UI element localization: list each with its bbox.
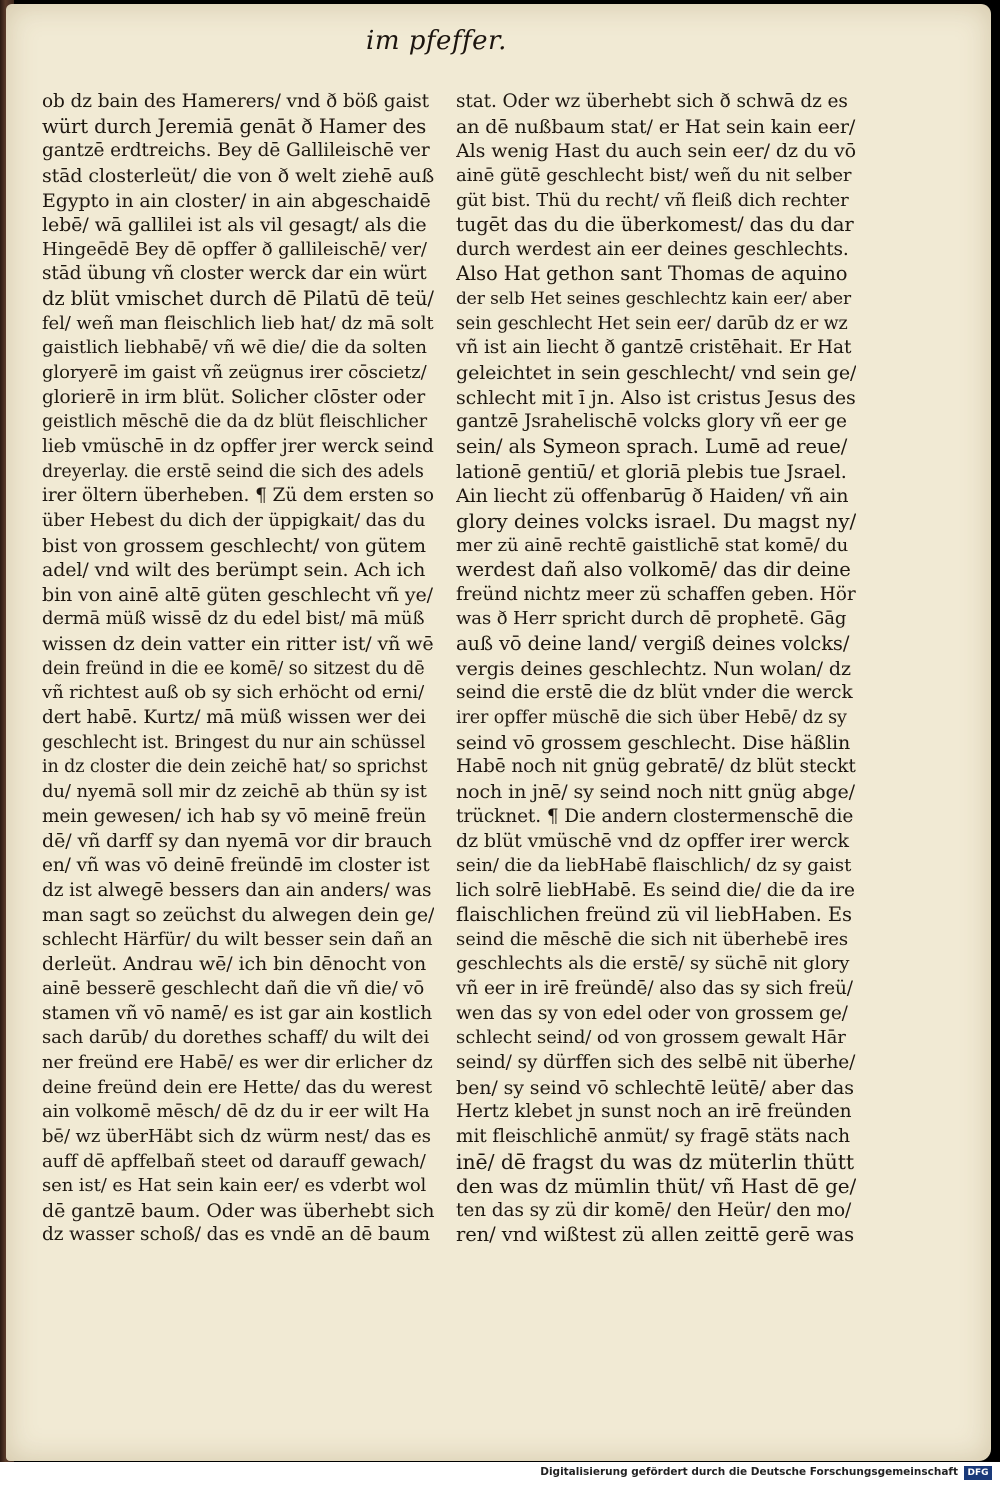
text-line: Hingeēdē Bey dē opffer ð gallileischē/ ver/ [42,238,427,260]
text-line: dreyerlay. die erstē seind die sich des adels [42,461,424,482]
text-line: dz ist alwegē bessers dan ain anders/ was [42,879,432,901]
text-line: mein gewesen/ ich hab sy vō meinē freün [42,805,427,827]
text-line: werdest dañ also volkomē/ das dir deine [456,558,851,582]
text-line: vergis deines geschlechtz. Nun wolan/ dz [456,657,851,680]
text-line: sen ist/ es Hat sein kain eer/ es vderbt wol [42,1175,427,1197]
running-head: im pfeffer. [366,26,507,56]
text-line: derleüt. Andrau wē/ ich bin dēnocht von [42,953,427,976]
text-line: ner freünd ere Habē/ es wer dir erlicher dz [42,1051,433,1073]
text-line: in dz closter die dein zeichē hat/ so sprichst [42,757,428,778]
text-line: irer opffer müschē die sich über Hebē/ dz sy [456,708,847,729]
text-line: schlecht Härfür/ du wilt besser sein dañ an [42,928,433,950]
text-line: mit fleischlichē anmüt/ sy fragē stäts nach [456,1125,850,1147]
text-line: trücknet. ¶ Die andern clostermenschē die [456,805,854,827]
text-line: lich solrē liebHabē. Es seind die/ die da ire [456,879,855,901]
text-line: geschlecht ist. Bringest du nur ain schüssel [42,732,426,753]
text-line: an dē nußbaum stat/ er Hat sein kain eer/ [456,115,856,138]
text-line: adel/ vnd wilt des berümpt sein. Ach ich [42,559,426,582]
text-line: sein/ als Symeon sprach. Lumē ad reue/ [456,434,848,458]
text-line: sach darūb/ du dorethes schaff/ du wilt dei [42,1027,430,1049]
text-line: über Hebest du dich der üppigkait/ das du [42,509,426,531]
text-line: glory deines volcks israel. Du magst ny/ [456,508,856,533]
text-line: auff dē apffelbañ steet od darauff gewach/ [42,1150,426,1172]
text-line: noch in jnē/ sy seind noch nitt gnüg abge/ [456,780,855,803]
text-line: dē/ vñ darff sy dan nyemā vor dir brauch [42,830,432,853]
text-line: geschlechts als die erstē/ sy süchē nit glory [456,953,850,975]
text-line: wissen dz dein vatter ein ritter ist/ vñ wē [42,633,434,656]
text-line: tugēt das du die überkomest/ das du dar [456,213,854,237]
text-line: was ð Herr spricht durch dē prophetē. Gāg [456,608,847,630]
text-line: mer zü ainē rechtē gaistlichē stat komē/ du [456,534,849,556]
footer-credit: Digitalisierung gefördert durch die Deutsche Forschungsgemeinschaft [540,1466,958,1478]
text-line: lieb vmüschē in dz opffer jrer werck seind [42,435,434,457]
text-line: sein/ die da liebHabē flaischlich/ dz sy gaist [456,854,852,876]
text-line: ren/ vnd wißtest zü allen zeittē gerē was [456,1223,855,1247]
text-line: schlecht mit ī jn. Also ist cristus Jesus des [456,386,856,409]
text-line: gantzē erdtreichs. Bey dē Gallileischē ver [42,140,430,162]
text-line: freünd nichtz meer zü schaffen geben. Hör [456,583,856,605]
footer-bar [0,1462,1000,1486]
text-line: gloryerē im gaist vñ zeügnus irer cōscietz/ [42,362,427,384]
text-line: ainē besserē geschlecht dañ die vñ die/ vō [42,978,425,1000]
text-line: gantzē Jsrahelischē volcks glory vñ eer ge [456,411,847,433]
text-line: glorierē in irm blüt. Solicher clōster oder [42,386,426,408]
text-line: ainē gütē geschlecht bist/ weñ du nit selber [456,164,852,186]
text-line: stat. Oder wz überhebt sich ð schwā dz es [456,91,848,112]
text-line: der selb Het seines geschlechtz kain eer/ aber [456,289,851,310]
page-leaf [6,4,991,1461]
text-line: inē/ dē fragst du was dz müterlin thütt [456,1149,855,1174]
text-line: ten das sy zü dir komē/ den Heür/ den mo/ [456,1199,852,1221]
text-line: geleichtet in sein geschlecht/ vnd sein ge/ [456,362,856,385]
text-line: stād übung vñ closter werck dar ein würt [42,263,427,285]
text-line: dein freünd in die ee komē/ so sitzest du dē [42,658,425,679]
text-line: seind vō grossem geschlecht. Dise häßlin [456,731,851,754]
text-line: den was dz mümlin thüt/ vñ Hast dē ge/ [456,1174,856,1199]
text-line: fel/ weñ man fleischlich lieb hat/ dz mā solt [42,312,434,334]
dfg-logo: DFG [964,1466,992,1480]
left-text-column [42,90,434,1248]
text-line: bin von ainē altē güten geschlecht vñ ye/ [42,583,433,606]
text-line: ain volkomē mēsch/ dē dz du ir eer wilt Ha [42,1101,430,1123]
text-line: stamen vñ vō namē/ es ist gar ain kostlich [42,1002,433,1024]
text-line: flaischlichen freünd zü vil liebHaben. Es [456,903,852,927]
text-line: dē gantzē baum. Oder was überhebt sich [42,1199,434,1222]
text-line: man sagt so zeüchst du alwegen dein ge/ [42,904,434,927]
text-line: vñ richtest auß ob sy sich erhöcht od erni/ [42,682,425,704]
text-line: dert habē. Kurtz/ mā müß wissen wer dei [42,707,426,729]
text-line: durch werdest ain eer deines geschlechts. [456,238,849,260]
text-line: dermā müß wissē dz du edel bist/ mā müß [42,608,425,630]
text-line: Egypto in ain closter/ in ain abgeschaidē [42,189,431,212]
text-line: deine freünd dein ere Hette/ das du werest [42,1076,433,1098]
text-line: Ain liecht zü offenbarūg ð Haiden/ vñ ain [456,485,849,508]
text-line: schlecht seind/ od von grossem gewalt Hār [456,1027,846,1049]
text-line: Habē noch nit gnüg gebratē/ dz blüt steckt [456,756,856,778]
text-line: ben/ sy seind vō schlechtē leütē/ aber das [456,1076,854,1099]
text-line: seind die mēschē die sich nit überhebē ires [456,928,848,950]
text-line: bē/ wz überHäbt sich dz würm nest/ das es [42,1125,431,1147]
text-line: würt durch Jeremiā genāt ð Hamer des [42,114,427,138]
text-line: Also Hat gethon sant Thomas de aquino [456,262,848,286]
text-line: dz blüt vmischet durch dē Pilatū dē teü/ [42,287,434,311]
text-line: dz wasser schoß/ das es vndē an dē baum [42,1224,430,1246]
text-line: bist von grossem geschlecht/ von gütem [42,534,426,557]
text-line: sein geschlecht Het sein eer/ darūb dz er wz [456,313,848,334]
right-text-column [456,90,856,1248]
text-line: du/ nyemā soll mir dz zeichē ab thün sy ist [42,780,427,802]
text-line: seind die erstē die dz blüt vnder die werck [456,682,853,704]
text-line: Als wenig Hast du auch sein eer/ dz du vō [456,140,856,163]
text-line: Hertz klebet jn sunst noch an irē freünden [456,1101,852,1123]
text-line: en/ vñ was vō deinē freündē im closter ist [42,854,430,876]
text-line: lebē/ wā gallilei ist als vil gesagt/ als die [42,214,427,237]
text-line: vñ eer in irē freündē/ also das sy sich freü/ [456,978,853,1000]
text-line: gaistlich liebhabē/ vñ wē die/ die da solten [42,337,427,359]
text-line: wen das sy von edel oder von grossem ge/ [456,1002,848,1024]
text-line: lationē gentiū/ et gloriā plebis tue Jsrael. [456,460,847,483]
text-line: geistlich mēschē die da dz blüt fleischlicher [42,412,428,433]
text-line: auß vō deine land/ vergiß deines volcks/ [456,632,850,656]
text-line: irer öltern überheben. ¶ Zü dem ersten so [42,485,434,507]
text-line: ob dz bain des Hamerers/ vnd ð böß gaist [42,91,430,112]
text-line: güt bist. Thü du recht/ vñ fleiß dich rechter [456,189,849,211]
text-line: vñ ist ain liecht ð gantzē cristēhait. Er Hat [456,337,852,359]
text-line: seind/ sy dürffen sich des selbē nit überhe/ [456,1051,856,1073]
text-line: stād closterleüt/ die von ð welt ziehē auß [42,164,434,187]
text-line: dz blüt vmüschē vnd dz opffer irer werck [456,830,849,853]
